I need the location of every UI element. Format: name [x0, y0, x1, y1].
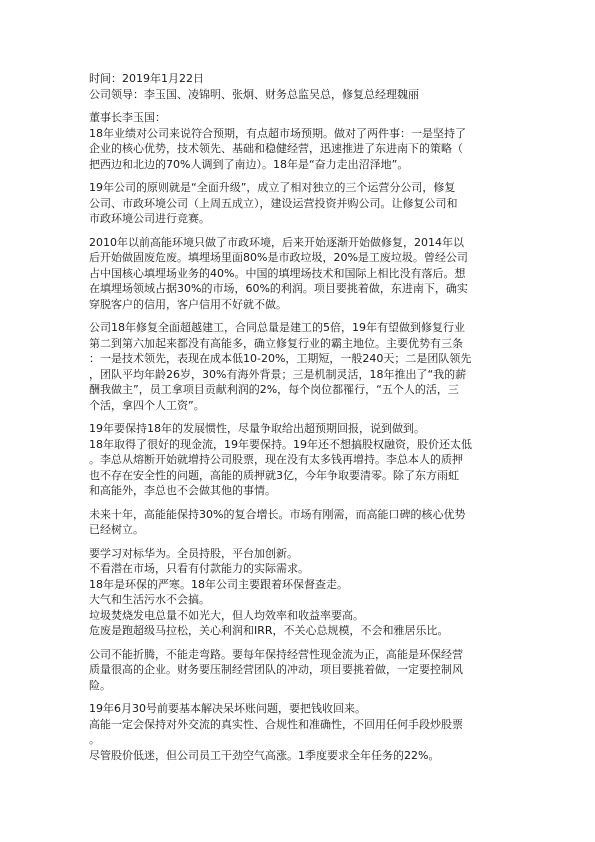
text-line: 质量很高的企业。财务要压制经营团队的冲动，项目要挑着做，一定要控制风	[89, 663, 463, 676]
text-line: 企业的核心优势，技术领先、基础和稳健经营，迅速推进了东进南下的策略（	[89, 142, 463, 155]
paragraph	[89, 421, 519, 499]
text-line: 2010年以前高能环境只做了市政环境，后来开始逐渐开始做修复，2014年以	[89, 235, 464, 249]
text-line: 险。	[89, 678, 111, 692]
paragraph	[89, 647, 519, 694]
text-line: 19年公司的原则就是“全面升级”，成立了相对独立的三个运营分公司，修复	[89, 181, 456, 194]
paragraph	[89, 546, 519, 639]
text-line: 第二到第六加起来都没有高能多，确立修复行业的霸主地位。主要优势有三条	[89, 336, 463, 350]
text-line: 穿脱客户的信用，客户信用不好就不做。	[89, 297, 287, 311]
text-line: 个活，拿四个人工资”。	[89, 398, 205, 412]
text-line: 18年业绩对公司来说符合预期，有点超市场预期。做对了两件事：一是坚持了	[89, 126, 466, 140]
text-line: 未来十年，高能能保持30%的复合增长。市场有刚需，而高能口碑的核心优势	[89, 507, 466, 521]
text-line: 19年要保持18年的发展惯性，尽量争取给出超预期回报，说到做到。	[89, 422, 425, 435]
text-line: 把西边和北边的70%人调到了南边）。18年是“奋力走出沼泽地”。	[89, 157, 409, 171]
paragraph	[89, 235, 519, 313]
paragraph	[89, 507, 519, 538]
text-line: ：一是技术领先，表现在成本低10-20%，工期短，一般240天；二是团队领先	[89, 352, 472, 365]
paragraph	[89, 180, 519, 227]
text-line: 危废是跑超级马拉松，关心利润和IRR，不关心总规模，不会和雅居乐比。	[89, 624, 449, 637]
text-line: ，团队平均年龄26岁，30%有海外背景；三是机制灵活，18年推出了“我的薪	[89, 367, 467, 381]
text-line: 公司不能折腾，不能走弯路。要每年保持经营性现金流为正，高能是环保经营	[89, 647, 463, 661]
text-line: 。李总从熔断开始就增持公司股票，现在没有太多钱再增持。李总本人的质押	[89, 453, 463, 466]
text-line: 。	[89, 733, 100, 746]
paragraph	[89, 701, 519, 763]
meeting-notes	[89, 110, 519, 763]
text-line: 18年是环保的严寒。18年公司主要跟着环保督查走。	[89, 577, 348, 591]
text-line: 已经树立。	[89, 523, 144, 536]
text-line: 酬我做主”，员工拿项目贡献利润的2%，每个岗位都罹行，“五个人的活，三	[89, 383, 459, 396]
text-line: 尽管股价低迷，但公司员工干劲空气高涨。1季度要求全年任务的22%。	[89, 748, 440, 762]
company-leaders: 公司领导：李玉国、凌锦明、张炯、财务总监吴总，修复总经理魏丽	[89, 87, 419, 101]
document-body	[89, 71, 519, 763]
text-line: 19年6月30号前要基本解决呆坏账问题，要把钱收回来。	[89, 702, 366, 715]
text-line: 在填埋场领域占据30%的市场，60%的利润。项目要挑着做，东进南下，确实	[89, 282, 468, 295]
text-line: 18年取得了很好的现金流，19年要保持。19年还不想搞股权融资，股价还太低	[89, 437, 472, 451]
text-line: 占中国核心填埋场业务的40%。中国的填埋场技术和国际上相比没有落后。想	[89, 266, 466, 280]
text-line: 和高能外，李总也不会做其他的事情。	[89, 484, 276, 497]
text-line: 垃圾焚烧发电总量不如光大，但人均效率和收益率要高。	[89, 608, 364, 622]
text-line: 不看潜在市场，只看有付款能力的实际需求。	[89, 562, 309, 575]
meeting-date: 时间：2019年1月22日	[89, 72, 204, 85]
paragraph	[89, 320, 519, 413]
text-line: 后开始做固废危废。填埋场里面80%是市政垃圾，20%是工废垃圾。曾经公司	[89, 251, 468, 264]
text-line: 高能一定会保持对外交流的真实性、合规性和准确性，不回用任何手段炒股票	[89, 717, 463, 731]
text-line: 也不存在安全性的问题，高能的质押就3亿，今年争取要清零。除了东方雨虹	[89, 468, 459, 482]
text-line: 公司、市政环境公司（上周五成立），建设运营投资并购公司。让修复公司和	[89, 196, 458, 210]
text-line: 市政环境公司进行竞赛。	[89, 212, 210, 225]
text-line: 公司18年修复全面超越建工，合同总量是建工的5倍，19年有望做到修复行业	[89, 321, 465, 334]
paragraph	[89, 110, 519, 172]
text-line: 要学习对标华为。全员持股，平台加创新。	[89, 546, 298, 560]
text-line: 董事长李玉国：	[89, 111, 166, 124]
text-line: 大气和生活污水不会搞。	[89, 593, 210, 606]
